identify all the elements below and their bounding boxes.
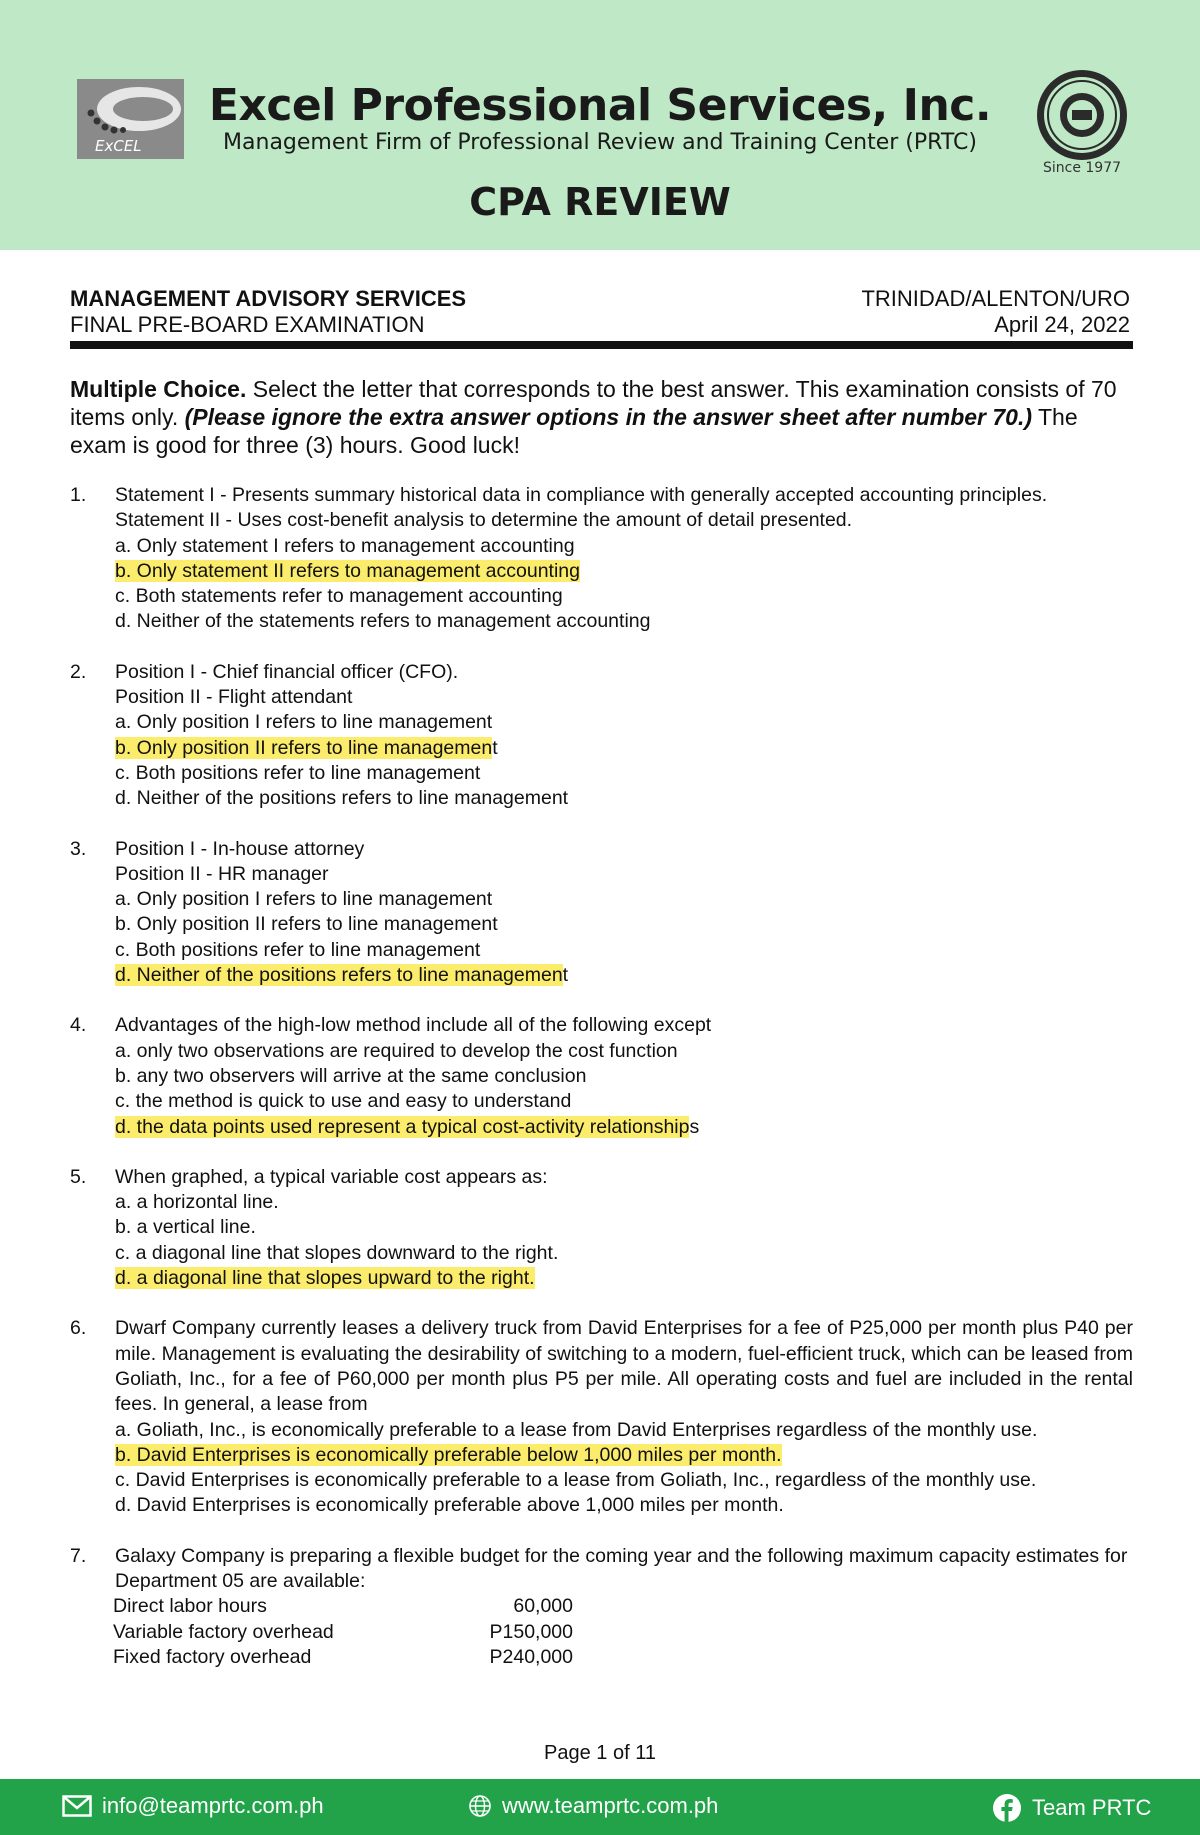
page-title: CPA REVIEW	[469, 180, 731, 224]
mail-icon	[62, 1795, 92, 1817]
answer-option-highlighted: b. David Enterprises is economically preferable below 1,000 miles per month.	[115, 1443, 782, 1466]
table-value: 60,000	[513, 1595, 573, 1618]
question-number: 1.	[70, 484, 87, 506]
answer-option-highlighted: b. Only position II refers to line managemen	[115, 736, 493, 759]
table-label: Fixed factory overhead	[113, 1645, 312, 1668]
question-number: 2.	[70, 660, 87, 683]
question-stem: Position II - Flight attendant	[115, 686, 353, 709]
answer-option: b. a vertical line.	[115, 1216, 256, 1239]
answer-option: c. Both statements refer to management accounting	[115, 585, 563, 608]
globe-icon	[468, 1794, 492, 1818]
answer-option: c. Both positions refer to line management	[115, 938, 481, 961]
answer-option-highlighted: d. a diagonal line that slopes upward to the right.	[115, 1267, 535, 1290]
table-label: Variable factory overhead	[113, 1620, 334, 1643]
answer-option: b. any two observers will arrive at the same conclusion	[115, 1064, 587, 1087]
exam-info	[70, 286, 1130, 338]
exam-authors: TRINIDAD/ALENTON/URO	[861, 286, 1130, 311]
question-number: 6.	[70, 1317, 87, 1340]
question-1	[70, 483, 1133, 635]
question-stem: Position II - HR manager	[115, 862, 329, 885]
answer-option-highlighted: d. Neither of the positions refers to line managemen	[115, 964, 563, 987]
svg-text:ExCEL: ExCEL	[95, 137, 142, 155]
footer-email-text: info@teamprtc.com.ph	[102, 1793, 324, 1818]
footer-bar	[0, 1779, 1200, 1835]
question-stem: Advantages of the high-low method include all of the following except	[115, 1014, 712, 1037]
question-stem: When graphed, a typical variable cost appears as:	[115, 1165, 548, 1188]
answer-option: c. David Enterprises is economically preferable to a lease from Goliath, Inc., regardless of the monthly use.	[115, 1469, 1037, 1492]
answer-option: b. Only position II refers to line management	[115, 913, 498, 936]
answer-option: a. Goliath, Inc., is economically preferable to a lease from David Enterprises regardless of the monthly use.	[115, 1418, 1038, 1441]
question-number: 3.	[70, 837, 87, 860]
answer-option-tail: s	[689, 1115, 700, 1138]
divider	[70, 341, 1133, 349]
question-7	[70, 1544, 1133, 1670]
instructions-note: (Please ignore the extra answer options in the answer sheet after number 70.)	[184, 404, 1033, 430]
answer-option-highlighted: b. Only statement II refers to management accounting	[115, 559, 580, 582]
question-4	[70, 1013, 1133, 1139]
table-label: Direct labor hours	[113, 1595, 267, 1618]
question-2	[70, 660, 1133, 812]
question-stem: Position I - Chief financial officer (CFO).	[115, 660, 459, 683]
answer-option: d. Neither of the statements refers to management accounting	[115, 610, 651, 633]
footer-website-text: www.teamprtc.com.ph	[502, 1793, 719, 1818]
answer-option-highlighted: d. the data points used represent a typical cost-activity relationship	[115, 1115, 690, 1138]
page-number: Page 1 of 11	[544, 1742, 656, 1764]
question-stem: Dwarf Company currently leases a delivery truck from David Enterprises for a fee of P25,000 per month plus P40 per mile. Management is evaluating the desirability of switching to a modern, fuel-efficient truck, which can be leased from Goliath, Inc., for a fee of P60,000 per month plus P5 per mile. All operating costs and fuel are included in the rental fees. In general, a lease from	[115, 1317, 1133, 1416]
answer-option: c. a diagonal line that slopes downward to the right.	[115, 1241, 559, 1264]
answer-option: a. only two observations are required to develop the cost function	[115, 1039, 678, 1062]
question-stem: Galaxy Company is preparing a flexible budget for the coming year and the following maximum capacity estimates for Department 05 are available:	[115, 1544, 1128, 1592]
answer-option-tail: t	[562, 964, 569, 987]
capacity-table	[113, 1594, 1133, 1670]
answer-option: a. Only statement I refers to management accounting	[115, 534, 575, 557]
footer-website[interactable]	[468, 1793, 718, 1819]
instructions-text: Select the letter that corresponds to the best answer. This examination consists of 70 items only.	[70, 376, 1117, 430]
table-value: P240,000	[489, 1645, 573, 1668]
since-label: Since 1977	[1042, 160, 1122, 176]
facebook-icon	[992, 1793, 1022, 1823]
table-value: P150,000	[489, 1620, 573, 1643]
prtc-seal-icon	[1035, 68, 1129, 162]
exam-date: April 24, 2022	[994, 312, 1130, 337]
exam-subject: MANAGEMENT ADVISORY SERVICES	[70, 286, 467, 311]
answer-option: a. Only position I refers to line management	[115, 711, 493, 734]
question-6	[70, 1316, 1133, 1518]
answer-option: a. a horizontal line.	[115, 1191, 279, 1214]
footer-email[interactable]	[62, 1793, 324, 1819]
answer-option: d. Neither of the positions refers to line management	[115, 787, 569, 810]
answer-option: c. Both positions refer to line management	[115, 761, 481, 784]
question-list	[70, 483, 1133, 1695]
answer-option: d. David Enterprises is economically preferable above 1,000 miles per month.	[115, 1494, 784, 1517]
footer-facebook[interactable]	[992, 1793, 1151, 1823]
answer-option-tail: t	[492, 736, 498, 759]
question-3	[70, 837, 1133, 989]
answer-option: a. Only position I refers to line management	[115, 888, 493, 911]
question-number: 4.	[70, 1014, 87, 1037]
instructions-lead: Multiple Choice.	[70, 376, 247, 402]
question-5	[70, 1165, 1133, 1291]
question-number: 7.	[70, 1544, 87, 1567]
footer-facebook-text: Team PRTC	[1032, 1795, 1152, 1820]
letterhead	[0, 0, 1200, 250]
instructions-text-end: The exam is good for three (3) hours. Good luck!	[70, 404, 1078, 458]
answer-option: c. the method is quick to use and easy to understand	[115, 1090, 572, 1113]
company-name: Excel Professional Services, Inc.	[208, 80, 992, 131]
exam-type: FINAL PRE-BOARD EXAMINATION	[70, 312, 425, 337]
question-stem: Statement I - Presents summary historical data in compliance with generally accepted accounting principles.	[115, 484, 1048, 506]
instructions	[70, 375, 1133, 459]
question-stem: Statement II - Uses cost-benefit analysis to determine the amount of detail presented.	[115, 509, 853, 532]
question-stem: Position I - In-house attorney	[115, 837, 365, 860]
company-subtitle: Management Firm of Professional Review and Training Center (PRTC)	[223, 130, 977, 155]
question-number: 5.	[70, 1165, 87, 1188]
